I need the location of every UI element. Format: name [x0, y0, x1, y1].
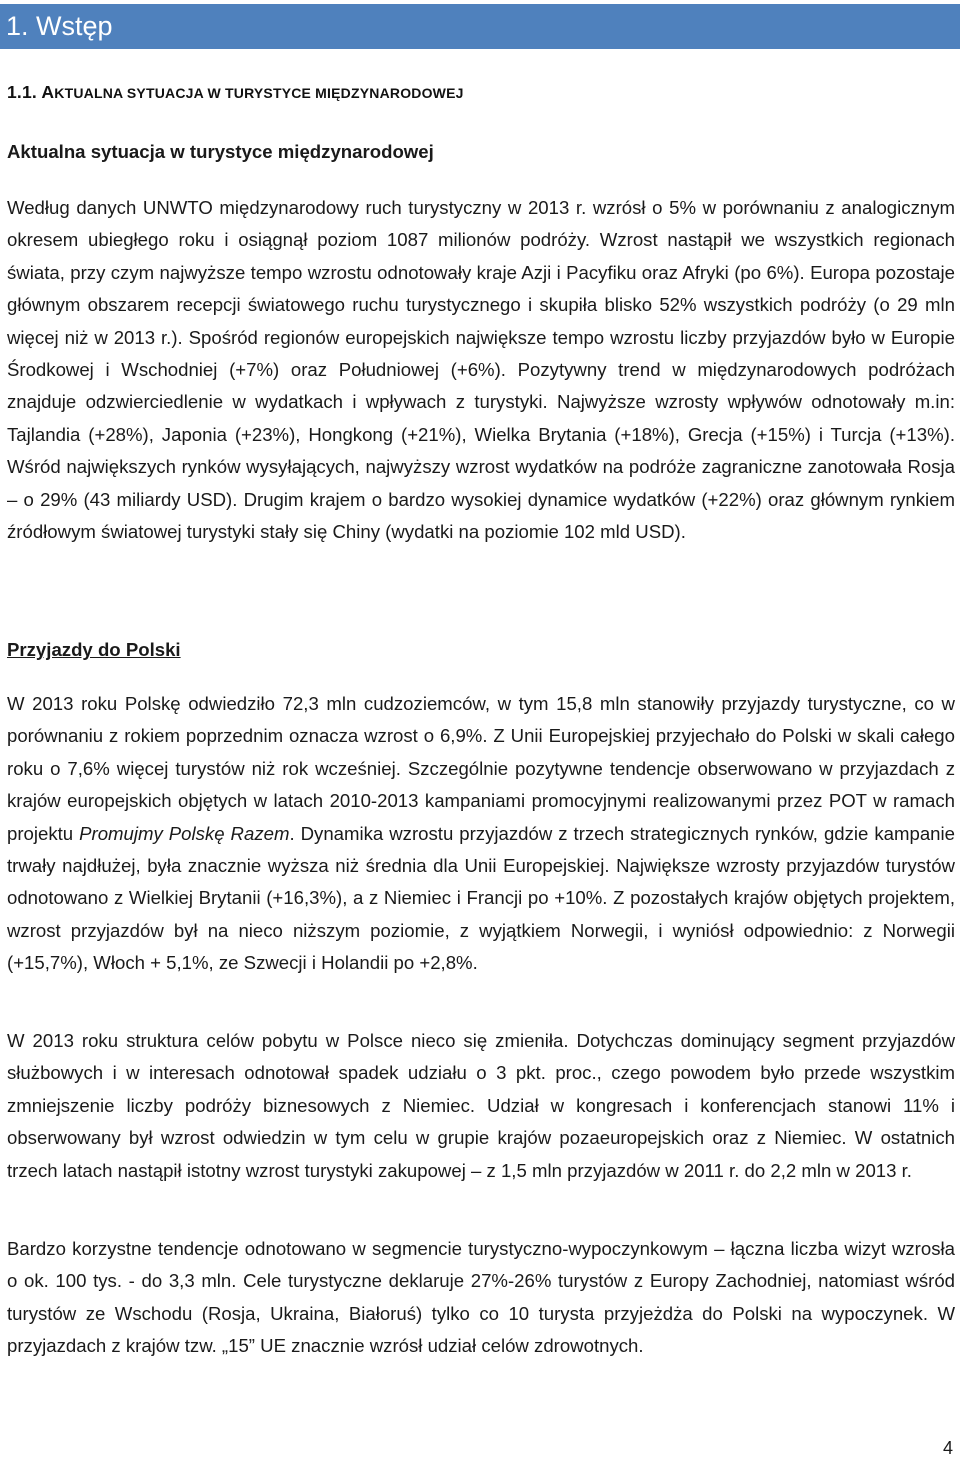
section-number: 1.1.: [7, 82, 37, 102]
paragraph-world-tourism: Według danych UNWTO międzynarodowy ruch turystyczny w 2013 r. wzrósł o 5% w porównaniu z analogicznym okresem ubiegłego roku i osiągnął poziom 1087 milionów podróży. Wzrost nastąpił we wszystkich regionach świata, przy czym najwyższe tempo wzrostu odnotowały kraje Azji i Pacyfiku oraz Afryki (po 6%). Europa pozostaje głównym obszarem recepcji światowego ruchu turystycznego i skupiła blisko 52% wszystkich podróży (o 29 mln więcej niż w 2013 r.). Spośród regionów europejskich największe tempo wzrostu liczby przyjazdów było w Europie Środkowej i Wschodniej (+7%) oraz Południowej (+6%). Pozytywny trend w międzynarodowych podróżach znajduje odzwierciedlenie w wydatkach i wpływach z turystyki. Najwyższe wzrosty wpływów odnotowały m.in: Tajlandia (+28%), Japonia (+23%), Hongkong (+21%), Wielka Brytania (+18%), Grecja (+15%) i Turcja (+13%). Wśród największych rynków wysyłających, najwyższy wzrost wydatków na podróże zagraniczne zanotowała Rosja – o 29% (43 miliardy USD). Drugim krajem o bardzo wysokiej dynamice wydatków (+22%) oraz głównym rynkiem źródłowym światowej turystyki stały się Chiny (wydatki na poziomie 102 mld USD).: [7, 197, 955, 543]
subheading-poland-text: Przyjazdy do Polski: [7, 639, 181, 660]
paragraph-poland-arrivals-part1: W 2013 roku Polskę odwiedziło 72,3 mln cudzoziemców, w tym 15,8 mln stanowiły przyjazdy turystyczne, co w porównaniu z rokiem poprzednim oznacza wzrost o 6,9%. Z Unii Europejskiej przyjechało do Polski w skali całego roku o 7,6% więcej turystów niż rok wcześniej. Szczególnie pozytywne tendencje obserwowano w przyjazdach z krajów europejskich objętych w latach 2010-2013 kampaniami promocyjnymi realizowanymi przez POT w ramach projektu: [7, 693, 955, 844]
section-title-rest: KTUALNA SYTUACJA W TURYSTYCE MIĘDZYNARODOWEJ: [54, 85, 464, 101]
subheading-poland: [7, 634, 955, 666]
paragraph-poland-arrivals-part2: . Dynamika wzrostu przyjazdów z trzech strategicznych rynków, gdzie kampanie trwały najdłużej, była znacznie wyższa niż średnia dla Unii Europejskiej. Największe wzrosty przyjazdów turystów odnotowano z Wielkiej Brytanii (+16,3%), a z Niemiec i Francji po +10%. Z pozostałych krajów objętych projektem, wzrost przyjazdów był na nieco niższym poziomie, z wyjątkiem Norwegii, i wyniósł odpowiednio: z Norwegii (+15,7%), Włoch + 5,1%, ze Szwecji i Holandii po +2,8%.: [7, 822, 955, 974]
campaign-name: Promujmy Polskę Razem: [79, 822, 290, 844]
chapter-heading: [0, 4, 960, 49]
page-number: 4: [942, 1438, 953, 1458]
paragraph-poland-purpose: W 2013 roku struktura celów pobytu w Polsce nieco się zmieniła. Dotychczas dominujący segment przyjazdów służbowych i w interesach odnotował spadek udziału o 3 pkt. proc., czego powodem było przede wszystkim zmniejszenie liczby podróży biznesowych z Niemiec. Udział w kongresach i konferencjach stanowi 11% i obserwowany był wzrost odwiedzin w tym celu w grupie krajów pozaeuropejskich oraz z Niemiec. W ostatnich trzech latach nastąpił istotny wzrost turystyki zakupowej – z 1,5 mln przyjazdów w 2011 r. do 2,2 mln w 2013 r.: [7, 1030, 955, 1181]
chapter-heading-text: 1. Wstęp: [6, 11, 113, 41]
section-heading: [7, 82, 464, 103]
paragraph-poland-leisure: Bardzo korzystne tendencje odnotowano w segmencie turystyczno-wypoczynkowym – łączna liczba wizyt wzrosła o ok. 100 tys. - do 3,3 mln. Cele turystyczne deklaruje 27%-26% turystów z Europy Zachodniej, natomiast wśród turystów ze Wschodu (Rosja, Ukraina, Białoruś) tylko co 10 turysta przyjeżdża do Polski na wypoczynek. W przyjazdach z krajów tzw. „15” UE znacznie wzrósł udział celów zdrowotnych.: [7, 1238, 955, 1357]
subheading-world: Aktualna sytuacja w turystyce międzynarodowej: [7, 141, 434, 162]
paragraph-poland-arrivals: [7, 688, 955, 980]
section-title-initial: A: [41, 82, 55, 102]
